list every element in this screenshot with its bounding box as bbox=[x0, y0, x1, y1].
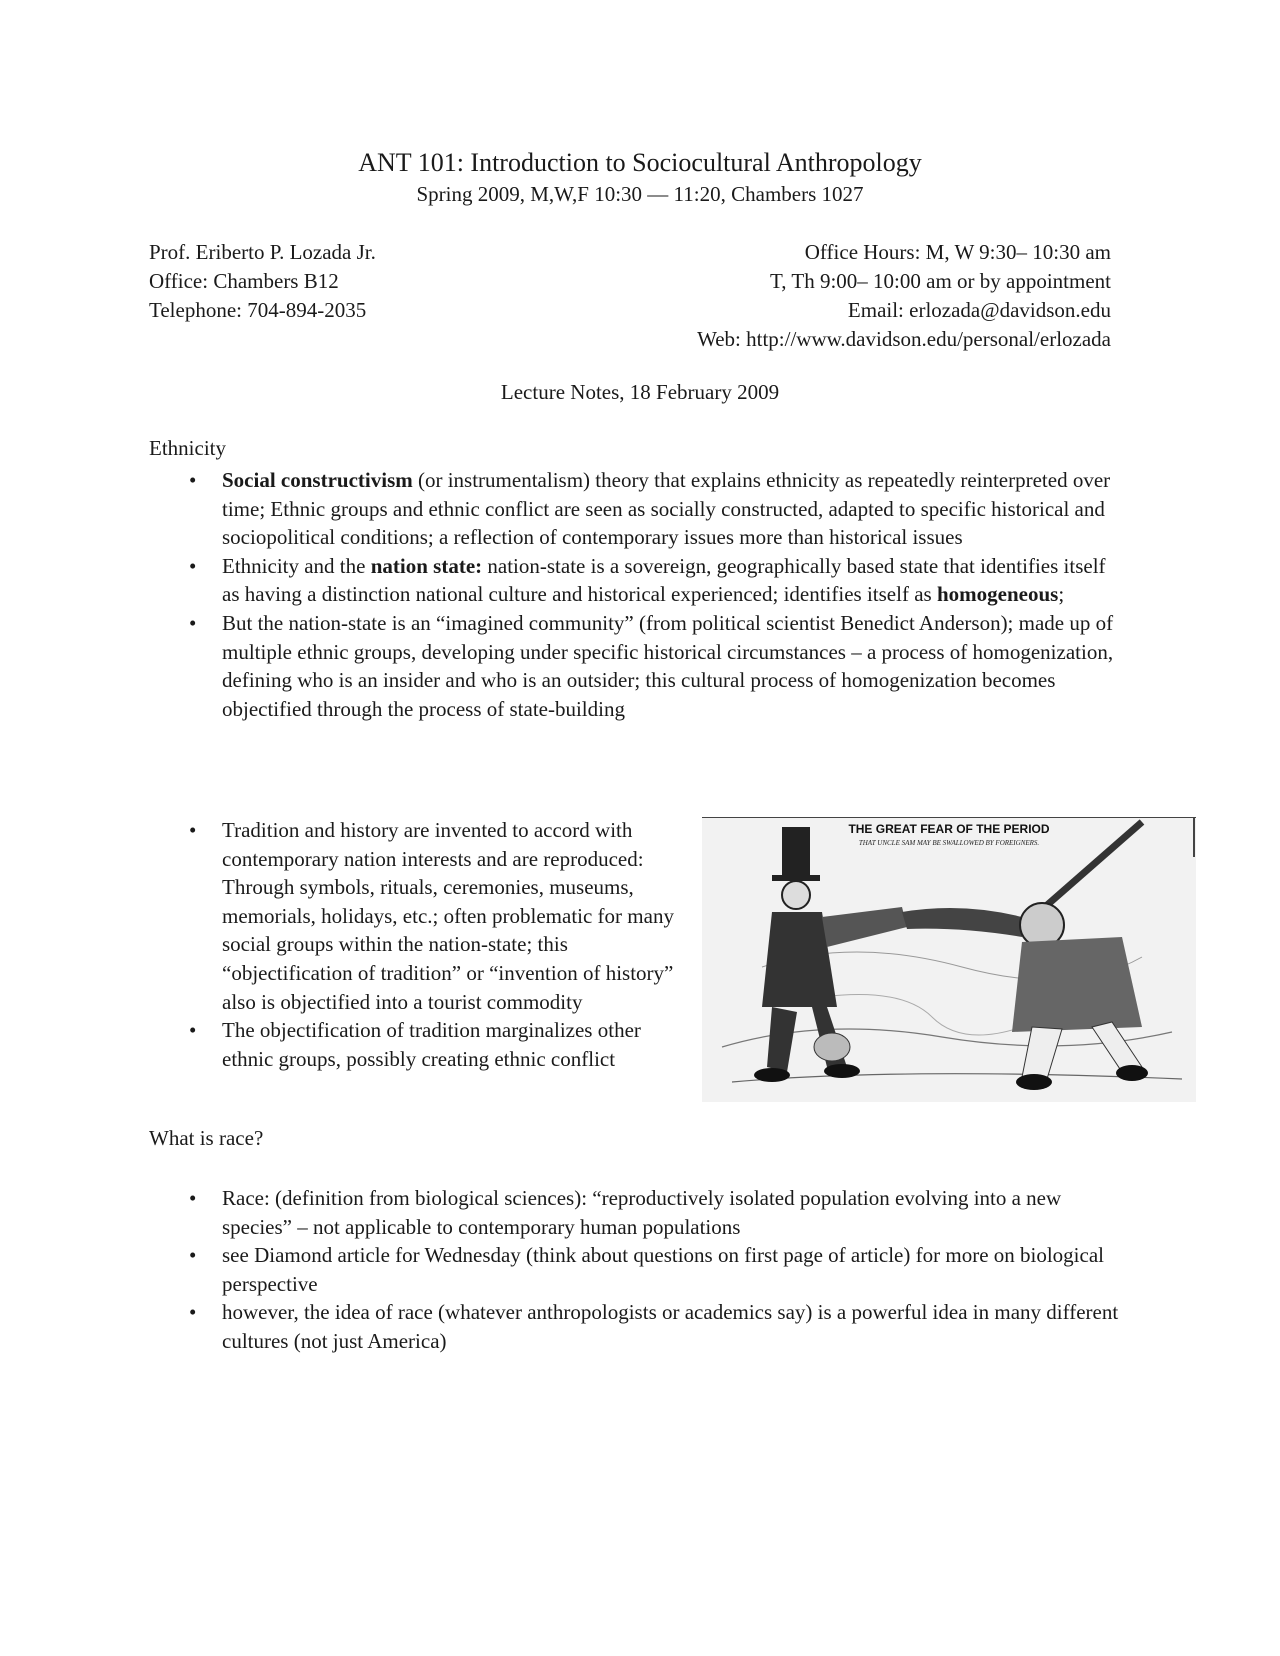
office-hours-2: T, Th 9:00– 10:00 am or by appointment bbox=[769, 269, 1111, 293]
item-text: (or instrumentalism) theory that explains ethnicity as repeatedly reinterpreted over time; Ethnic groups and ethnic conflict are seen as socially constructed, adapted to specific historical and sociopolitical conditions; a reflection of contemporary issues more than historical issues bbox=[222, 468, 1111, 550]
list-item bbox=[189, 466, 1122, 552]
political-cartoon bbox=[702, 817, 1196, 1102]
item-text: Race: (definition from biological sciences): “reproductively isolated population evolving into a new species” – not applicable to contemporary human populations bbox=[222, 1186, 1062, 1239]
cartoon-subcaption: THAT UNCLE SAM MAY BE SWALLOWED BY FOREIGNERS. bbox=[858, 839, 1040, 847]
office-hours-1: Office Hours: M, W 9:30– 10:30 am bbox=[804, 240, 1111, 264]
item-text: Ethnicity and the bbox=[222, 553, 371, 578]
list-item bbox=[189, 609, 1122, 723]
term-bold: homogeneous bbox=[936, 582, 1059, 607]
cartoon-caption: THE GREAT FEAR OF THE PERIOD bbox=[848, 822, 1050, 836]
course-title: ANT 101: Introduction to Sociocultural Anthropology bbox=[358, 148, 922, 177]
office-location: Office: Chambers B12 bbox=[149, 269, 339, 293]
telephone: Telephone: 704-894-2035 bbox=[149, 298, 367, 322]
ethnicity-heading: Ethnicity bbox=[149, 436, 226, 460]
bullet-icon: • bbox=[189, 553, 197, 578]
list-item bbox=[189, 1016, 682, 1073]
contact-right bbox=[697, 238, 1111, 354]
bullet-icon: • bbox=[189, 468, 197, 492]
list-item bbox=[189, 1298, 1122, 1355]
bullet-icon: • bbox=[189, 1243, 197, 1268]
list-item bbox=[189, 1184, 1122, 1241]
contact-left bbox=[149, 238, 376, 325]
item-text: nation-state is a sovereign, geographically based state that identifies itself as having a distinction national culture and historical experienced; identifies itself as bbox=[222, 553, 1106, 607]
race-list bbox=[189, 1184, 1122, 1356]
item-text: however, the idea of race (whatever anthropologists or academics say) is a powerful idea in many different cultures (not just America) bbox=[222, 1300, 1119, 1353]
professor-name: Prof. Eriberto P. Lozada Jr. bbox=[149, 240, 376, 264]
race-heading: What is race? bbox=[149, 1126, 264, 1150]
item-text: ; bbox=[1058, 582, 1065, 607]
bullet-icon: • bbox=[189, 1018, 197, 1043]
course-schedule: Spring 2009, M,W,F 10:30 — 11:20, Chambers 1027 bbox=[416, 182, 864, 206]
email: Email: erlozada@davidson.edu bbox=[847, 298, 1111, 322]
term-bold: nation state: bbox=[370, 553, 483, 578]
bullet-icon: • bbox=[189, 818, 197, 842]
lecture-title: Lecture Notes, 18 February 2009 bbox=[500, 380, 780, 404]
item-text: see Diamond article for Wednesday (think about questions on first page of article) for more on biological perspective bbox=[222, 1243, 1104, 1296]
bullet-icon: • bbox=[189, 1300, 197, 1325]
list-item bbox=[189, 1241, 1122, 1298]
item-text: But the nation-state is an “imagined community” (from political scientist Benedict Anderson); made up of multiple ethnic groups, developing under specific historical circumstances – a process of homogenization, defining who is an insider and who is an outsider; this cultural process of homogenization becomes objectified through the process of state-building bbox=[222, 610, 1114, 721]
bullet-icon: • bbox=[189, 610, 197, 635]
ethnicity-list-continued bbox=[189, 816, 682, 1073]
list-item bbox=[189, 552, 1122, 609]
web-address: Web: http://www.davidson.edu/personal/erlozada bbox=[697, 327, 1111, 351]
item-text: The objectification of tradition marginalizes other ethnic groups, possibly creating ethnic conflict bbox=[222, 1018, 641, 1071]
ethnicity-list bbox=[189, 466, 1122, 723]
bullet-icon: • bbox=[189, 1186, 197, 1210]
item-text: Tradition and history are invented to accord with contemporary nation interests and are reproduced: Through symbols, rituals, ceremonies, museums, memorials, holidays, etc.; often problematic for many social groups within the nation-state; this “objectification of tradition” or “invention of history” also is objectified into a tourist commodity bbox=[222, 818, 674, 1014]
term-bold: Social constructivism bbox=[222, 468, 413, 492]
list-item bbox=[189, 816, 682, 1016]
